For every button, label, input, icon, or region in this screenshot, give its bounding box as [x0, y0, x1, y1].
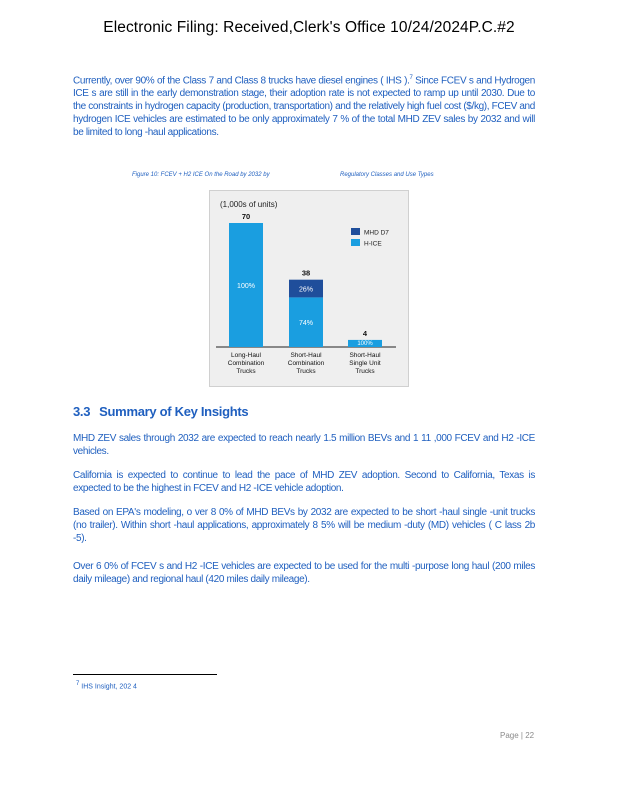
footnote-text: IHS Insight, 202 4 [81, 683, 137, 691]
page-header: Electronic Filing: Received,Clerk's Office 10/24/2024P.C.#2 [103, 19, 515, 36]
category-label: Short-Haul [349, 352, 381, 359]
category-label: Long-Haul [231, 352, 261, 359]
insight-paragraph-1 [73, 432, 535, 458]
bar-percent-label: 100% [237, 283, 255, 290]
section-heading [73, 404, 248, 419]
insight-text-2: California is expected to continue to lead the pace of MHD ZEV adoption. Second to California, Texas is expected to be the highest in FCEV and H2 -ICE vehicle adoption. [73, 470, 535, 494]
insight-text-3: Based on EPA's modeling, o ver 8 0% of MHD BEVs by 2032 are expected to be short -haul single -unit trucks (no trailer). Within short -haul applications, approximately 8 5% will be medium -duty (MD) vehicles ( C lass 2b -5). [73, 507, 535, 544]
intro-paragraph [73, 72, 535, 139]
bar-total-label: 4 [362, 328, 368, 338]
category-label: Combination [287, 360, 325, 367]
legend-swatch [351, 239, 360, 246]
footnote-divider [73, 674, 217, 675]
footnote-reference: 7 [409, 75, 413, 81]
insight-paragraph-4 [73, 560, 535, 586]
figure-caption-right: Regulatory Classes and Use Types [340, 172, 434, 178]
bar-total-label: 70 [241, 212, 251, 221]
legend-swatch [351, 228, 360, 235]
chart-frame [209, 190, 409, 387]
section-number: 3.3 [73, 404, 91, 419]
legend-label: MHD D7 [364, 229, 389, 237]
category-label: Short-Haul [290, 352, 322, 359]
insight-paragraph-3 [73, 506, 535, 545]
chart-legend [351, 228, 389, 248]
bar-chart [210, 191, 408, 386]
bar-percent-label: 100% [357, 341, 373, 347]
intro-text-continued: Since FCEV s and Hydrogen ICE s are still in the early demonstration stage, their adoption rate is not expected to ramp up until 2030. Due to the constraints in hydrogen capacity (production, transportation) and the relatively high fuel cost ($/kg), FCEV and hydrogen ICE vehicles are estimated to be only approximately 7 % of the total MHD ZEV sales by 2032 and will be limited to long -haul applications. [73, 75, 535, 139]
bar-percent-label: 74% [298, 320, 314, 328]
insight-paragraph-2 [73, 469, 535, 495]
category-label: Trucks [296, 368, 316, 375]
category-label: Trucks [236, 368, 256, 375]
bar-percent-label: 26% [298, 286, 314, 294]
footnote-number: 7 [76, 681, 80, 687]
intro-text: Currently, over 90% of the Class 7 and Class 8 trucks have diesel engines ( IHS ). [73, 75, 410, 87]
bar-total-label: 38 [301, 268, 311, 278]
chart-title: (1,000s of units) [220, 200, 278, 209]
insight-text-1: MHD ZEV sales through 2032 are expected to reach nearly 1.5 million BEVs and 1 11 ,000 FCEV and H2 -ICE vehicles. [73, 433, 535, 457]
bar-group [228, 212, 382, 375]
figure-caption-left: Figure 10: FCEV + H2 ICE On the Road by 2032 by [132, 172, 270, 178]
section-title: Summary of Key Insights [99, 404, 249, 419]
footnote [76, 681, 137, 690]
page-number: Page | 22 [500, 731, 535, 740]
category-label: Trucks [355, 368, 375, 375]
insight-text-4: Over 6 0% of FCEV s and H2 -ICE vehicles are expected to be used for the multi -purpose long haul (200 miles daily mileage) and regional haul (420 miles daily mileage). [73, 561, 535, 585]
category-label: Combination [227, 360, 265, 367]
legend-label: H-ICE [364, 240, 382, 248]
category-label: Single Unit [349, 360, 381, 367]
